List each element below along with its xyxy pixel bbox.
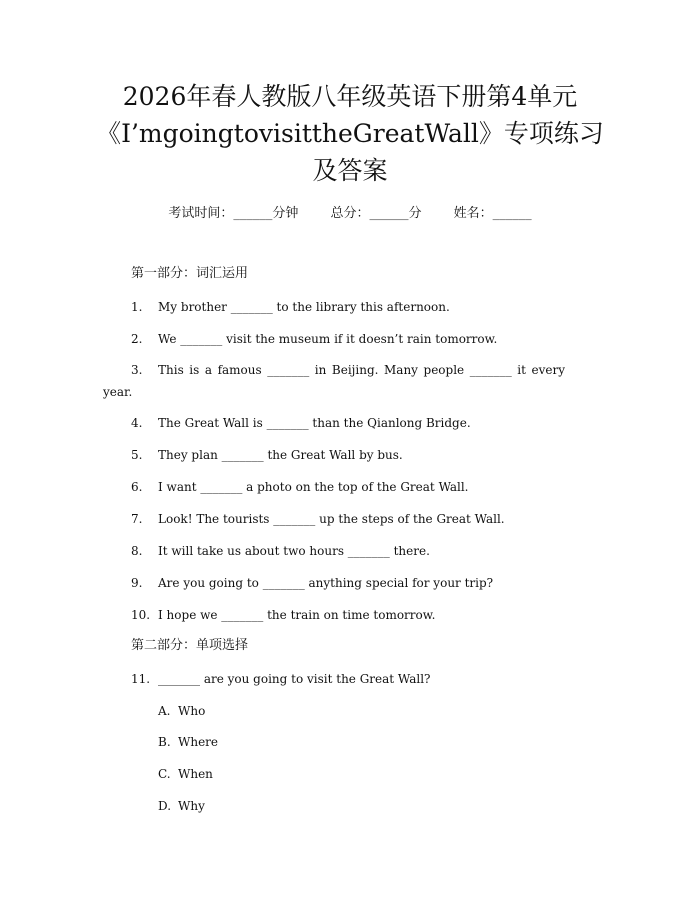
title-line-1: 2026年春人教版八年级英语下册第4单元 [122, 82, 578, 111]
question-text: We _______ visit the museum if it doesn’t rain tomorrow. [158, 332, 498, 346]
option-letter: D. [158, 799, 172, 813]
option-text: Who [178, 704, 206, 718]
option-letter: B. [158, 735, 171, 749]
question-text: My brother _______ to the library this afternoon. [158, 300, 450, 314]
question-1 [131, 296, 450, 318]
question-text: This is a famous _______ in Beijing. Many people _______ it every year. [103, 363, 565, 399]
question-10 [131, 604, 435, 626]
question-text: I hope we _______ the train on time tomorrow. [158, 608, 436, 622]
section-2-heading: 第二部分：单项选择 [131, 638, 249, 653]
option-letter: A. [158, 704, 171, 718]
question-text: They plan _______ the Great Wall by bus. [158, 448, 403, 462]
option-text: When [178, 767, 213, 781]
option-b [158, 732, 218, 752]
question-text: Are you going to _______ anything special for your trip? [158, 576, 494, 590]
option-c [158, 764, 213, 784]
question-number: 4. [131, 416, 143, 430]
question-7 [131, 508, 505, 530]
title-line-3: 及答案 [312, 156, 388, 185]
section-1-heading: 第一部分：词汇运用 [131, 266, 249, 281]
question-9 [131, 572, 493, 594]
option-d [158, 796, 205, 816]
question-number: 3. [131, 363, 143, 377]
exam-info [0, 204, 700, 224]
question-11 [131, 668, 430, 690]
question-number: 7. [131, 512, 143, 526]
option-text: Why [178, 799, 205, 813]
option-a [158, 701, 205, 721]
question-number: 10. [131, 608, 151, 622]
question-number: 9. [131, 576, 143, 590]
question-number: 8. [131, 544, 143, 558]
question-3 [103, 359, 565, 403]
question-4 [131, 412, 471, 434]
question-8 [131, 540, 430, 562]
question-5 [131, 444, 403, 466]
question-number: 5. [131, 448, 143, 462]
question-number: 11. [131, 672, 151, 686]
option-text: Where [178, 735, 219, 749]
question-number: 2. [131, 332, 143, 346]
document-title [60, 78, 640, 189]
question-text: It will take us about two hours _______ there. [158, 544, 430, 558]
question-6 [131, 476, 469, 498]
question-number: 1. [131, 300, 143, 314]
exam-score: 总分：______分 [330, 206, 422, 221]
question-number: 6. [131, 480, 143, 494]
question-text: I want _______ a photo on the top of the Great Wall. [158, 480, 469, 494]
title-line-2: 《I’mgoingtovisittheGreatWall》专项练习 [96, 119, 604, 148]
student-name: 姓名：______ [453, 206, 532, 221]
question-text: Look! The tourists _______ up the steps of the Great Wall. [158, 512, 505, 526]
question-2 [131, 328, 497, 350]
option-letter: C. [158, 767, 171, 781]
exam-time: 考试时间：______分钟 [168, 206, 299, 221]
question-text: The Great Wall is _______ than the Qianlong Bridge. [158, 416, 471, 430]
question-text: _______ are you going to visit the Great Wall? [158, 672, 431, 686]
